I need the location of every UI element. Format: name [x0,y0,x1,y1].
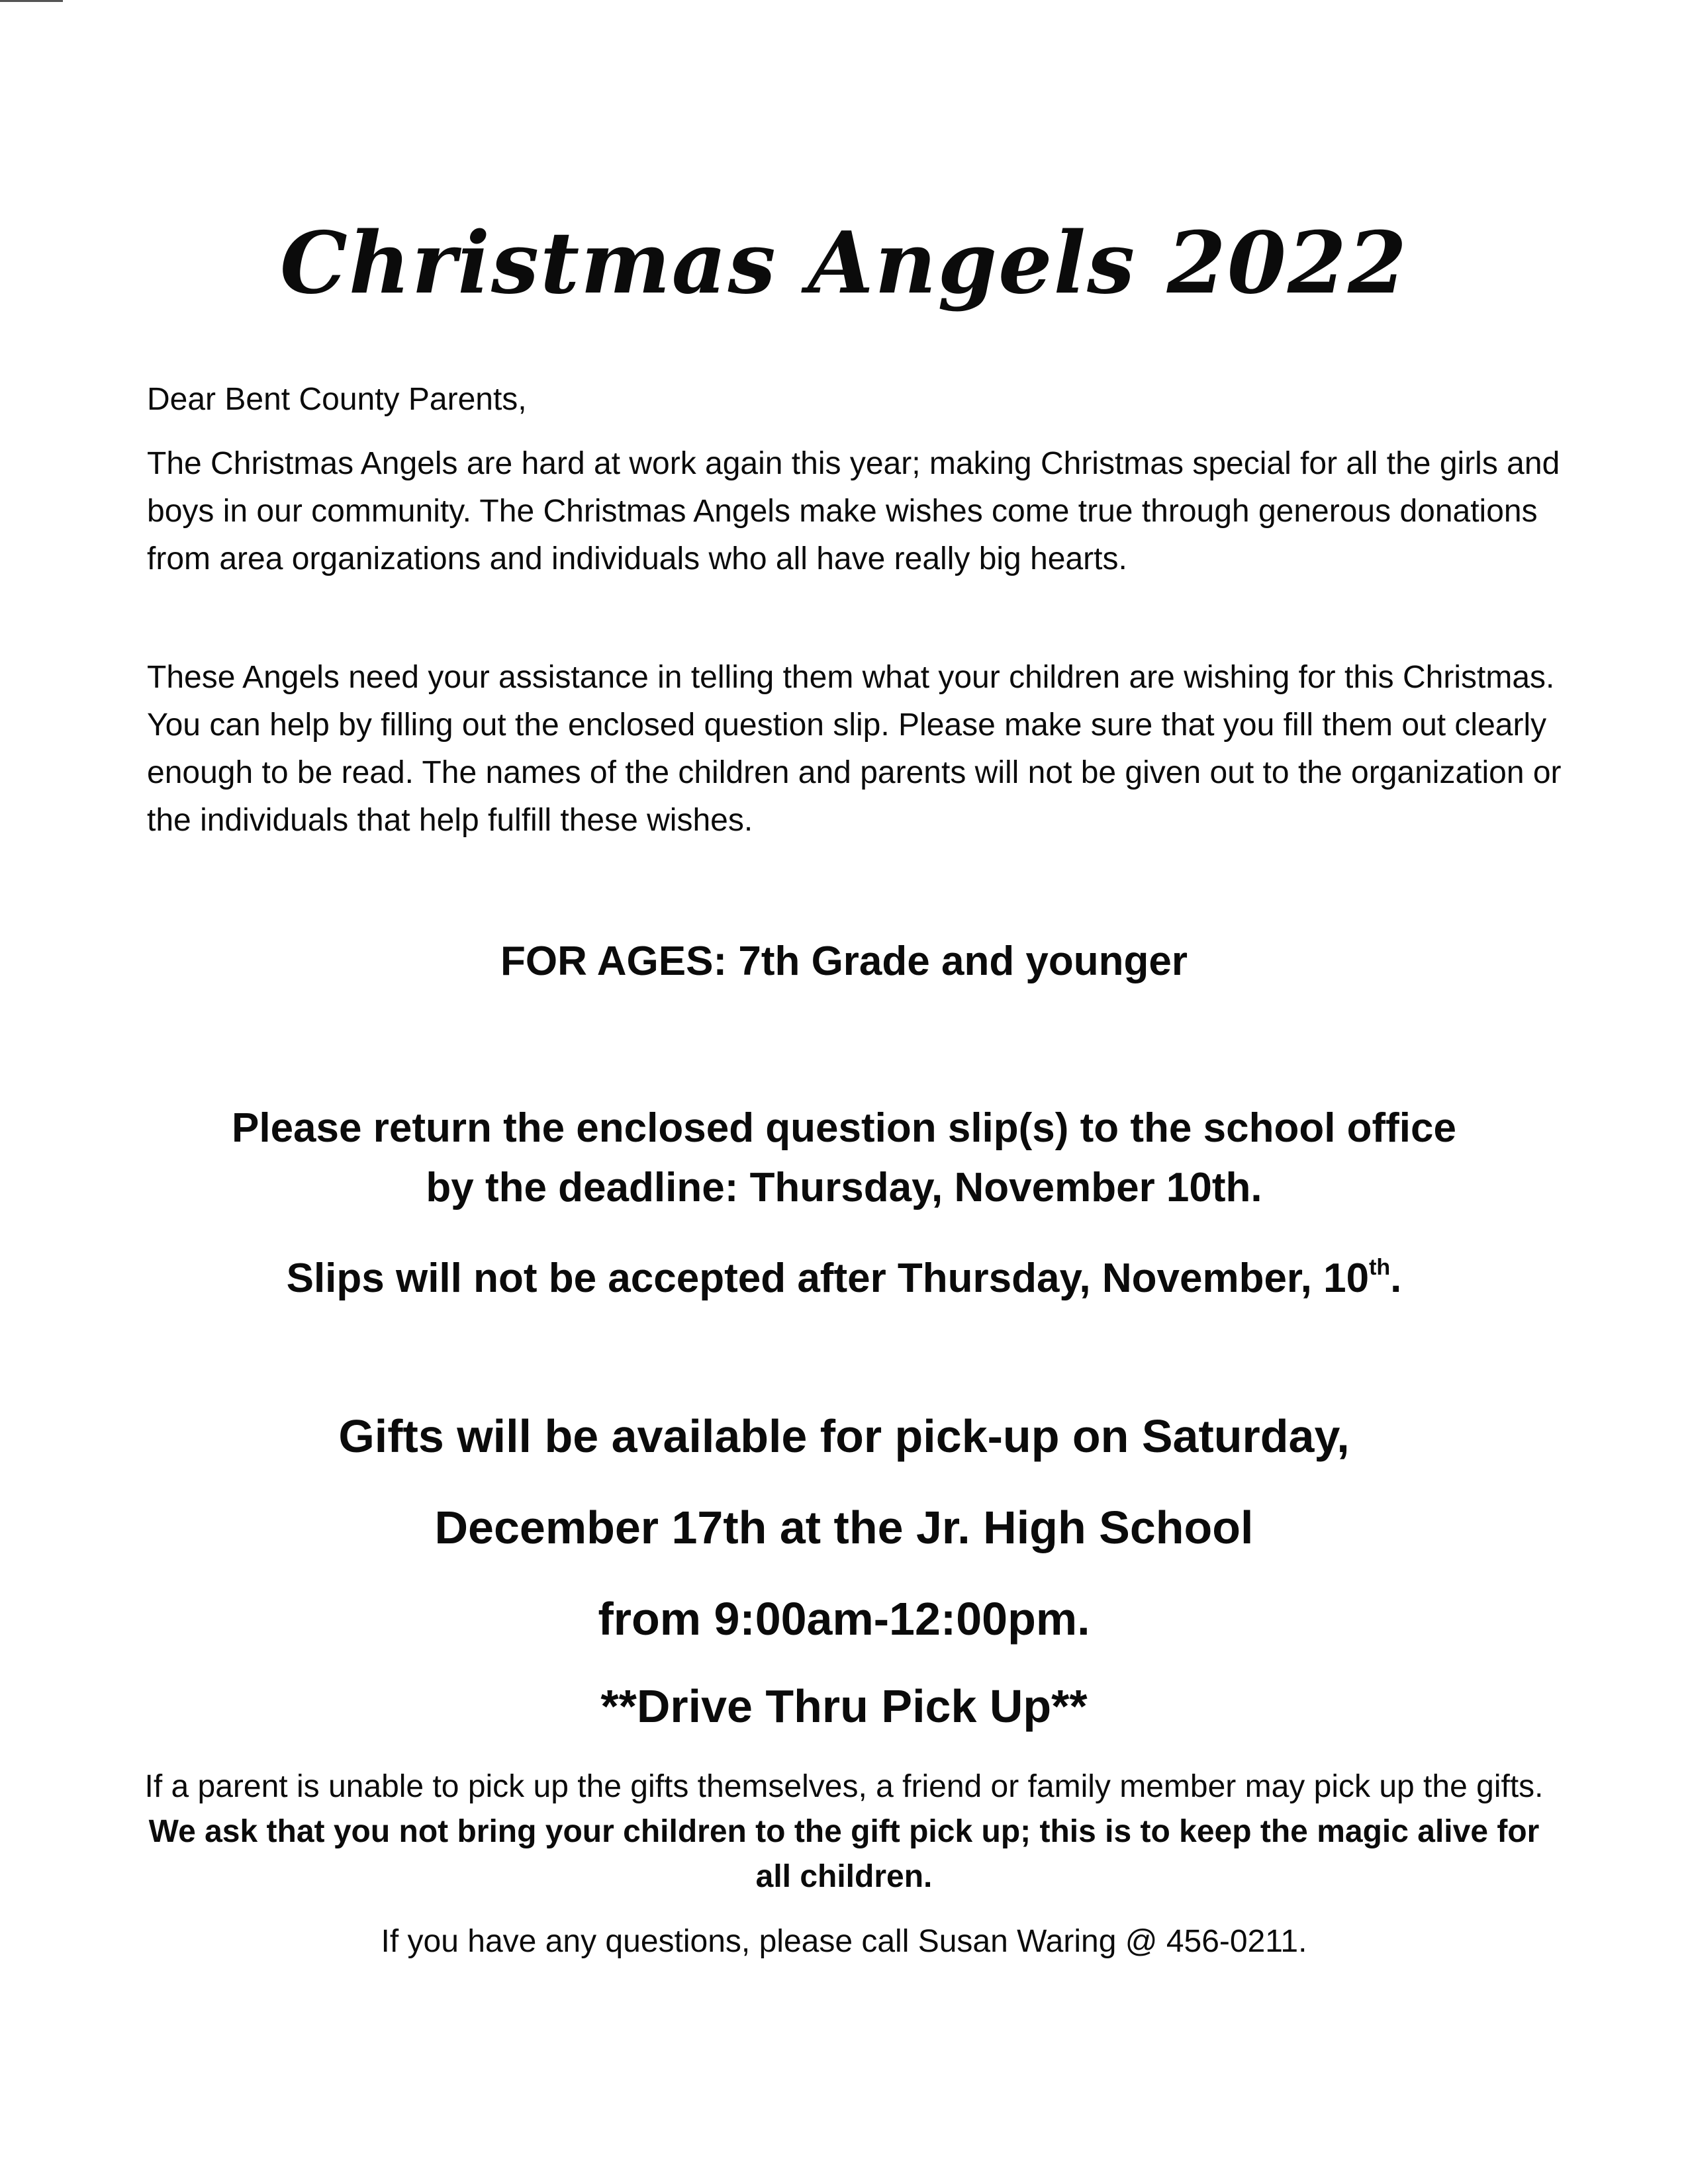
ages-heading: FOR AGES: 7th Grade and younger [500,938,1188,984]
slips-deadline-notice [0,1249,1688,1308]
return-deadline-line: by the deadline: Thursday, November 10th. [426,1165,1262,1210]
slips-deadline-text: Slips will not be accepted after Thursday, November, 10 [286,1255,1370,1301]
pickup-note-bold: We ask that you not bring your children to the gift pick up; this is to keep the magic alive for all children. [148,1814,1540,1894]
gift-pickup-line-1: Gifts will be available for pick-up on Saturday, [338,1410,1350,1462]
intro-paragraph: The Christmas Angels are hard at work again this year; making Christmas special for all the girls and boys in our community. The Christmas Angels make wishes come true through generous donations from area organizations and individuals who all have really big hearts. [147,446,1560,576]
slips-deadline-ordinal: th [1369,1255,1391,1280]
gift-pickup-time: from 9:00am-12:00pm. [598,1593,1090,1645]
slips-deadline-period: . [1390,1255,1402,1301]
greeting: Dear Bent County Parents, [147,382,527,417]
contact-line: If you have any questions, please call Susan Waring @ 456-0211. [381,1924,1307,1959]
assistance-paragraph: These Angels need your assistance in telling them what your children are wishing for this Christmas. You can help by filling out the enclosed question slip. Please make sure that you fill them out clearly enough to be read. The names of the children and parents will not be given out to the organization or the individuals that help fulfill these wishes. [147,660,1562,838]
pickup-note [132,1764,1556,1899]
gift-pickup-line-2: December 17th at the Jr. High School [434,1502,1254,1553]
pickup-note-regular: If a parent is unable to pick up the gifts themselves, a friend or family member may pick up the gifts. [144,1769,1544,1804]
return-instruction-line-1: Please return the enclosed question slip(s) to the school office [231,1105,1456,1151]
scan-edge-mark [0,0,63,2]
drive-thru-notice: **Drive Thru Pick Up** [600,1680,1088,1732]
page-title: Christmas Angels 2022 [280,214,1408,313]
